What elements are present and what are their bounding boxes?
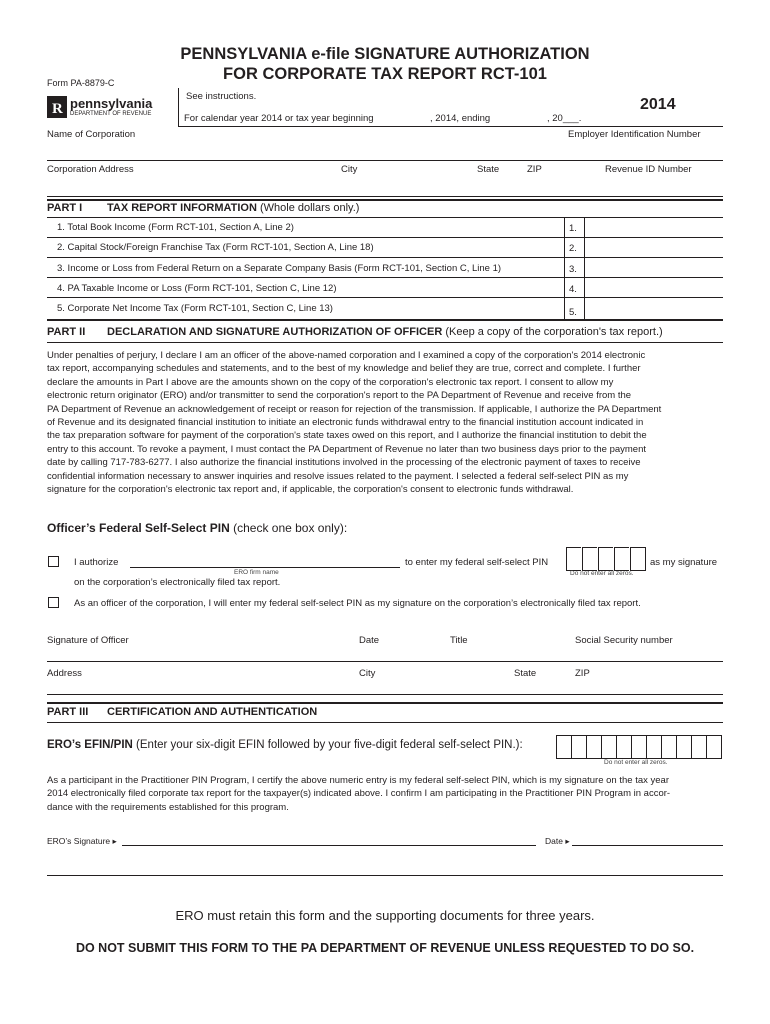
part1-line-4: 4. PA Taxable Income or Loss (Form RCT-101, Section C, Line 12) bbox=[57, 283, 337, 294]
do-not-submit-notice: DO NOT SUBMIT THIS FORM TO THE PA DEPARTMENT OF REVENUE UNLESS REQUESTED TO DO SO. bbox=[75, 941, 695, 955]
part1-box-num-5: 5. bbox=[569, 307, 577, 318]
form-title-line1: PENNSYLVANIA e-file SIGNATURE AUTHORIZATION bbox=[180, 45, 590, 63]
efin-no-zeros: Do not enter all zeros. bbox=[604, 759, 668, 766]
revenue-id-label: Revenue ID Number bbox=[605, 164, 692, 175]
part1-amount-field-4[interactable] bbox=[586, 279, 723, 296]
officer-pin-heading: Officer’s Federal Self-Select PIN (check one box only): bbox=[47, 521, 348, 535]
part1-amount-field-5[interactable] bbox=[586, 299, 723, 317]
efin-heading: ERO’s EFIN/PIN (Enter your six-digit EFIN followed by your five-digit federal self-select PIN.): bbox=[47, 739, 523, 751]
option2-text: As an officer of the corporation, I will enter my federal self-select PIN as my signature on the corporation’s electronically filed tax report. bbox=[74, 598, 641, 609]
part1-title-text: TAX REPORT INFORMATION bbox=[107, 202, 257, 214]
ero-date-label: Date ▸ bbox=[545, 836, 570, 846]
pa-keystone-logo-icon bbox=[47, 96, 67, 118]
arrow-right-icon: ▸ bbox=[112, 836, 117, 846]
officer-pin-no-zeros: Do not enter all zeros. bbox=[570, 570, 634, 577]
corporation-address-label: Corporation Address bbox=[47, 164, 134, 175]
officer-zip-label: ZIP bbox=[575, 668, 590, 679]
year-end-text: , 20___. bbox=[547, 113, 582, 124]
name-of-corporation-label: Name of Corporation bbox=[47, 129, 136, 140]
ero-firm-name-caption: ERO firm name bbox=[234, 569, 279, 576]
calendar-year-text: For calendar year 2014 or tax year beginning bbox=[184, 113, 374, 124]
arrow-right-icon: ▸ bbox=[565, 836, 570, 846]
part2-title bbox=[107, 326, 663, 338]
state-label: State bbox=[477, 164, 500, 175]
ero-date-line[interactable] bbox=[572, 845, 723, 846]
part1-line-3: 3. Income or Loss from Federal Return on a Separate Company Basis (Form RCT-101, Section C, Line 1) bbox=[57, 263, 502, 274]
ero-authorize-checkbox[interactable] bbox=[48, 556, 59, 567]
part1-box-num-3: 3. bbox=[569, 264, 577, 275]
part1-line-1: 1. Total Book Income (Form RCT-101, Section A, Line 2) bbox=[57, 222, 294, 233]
tax-year: 2014 bbox=[640, 96, 676, 113]
part1-line-2: 2. Capital Stock/Foreign Franchise Tax (Form RCT-101, Section A, Line 18) bbox=[57, 242, 374, 253]
retain-notice: ERO must retain this form and the supporting documents for three years. bbox=[175, 908, 595, 923]
part1-subtitle: (Whole dollars only.) bbox=[259, 202, 360, 214]
part2-label: PART II bbox=[47, 326, 86, 338]
ein-label: Employer Identification Number bbox=[568, 129, 701, 140]
logo-name: pennsylvania bbox=[70, 96, 153, 111]
part1-box-num-1: 1. bbox=[569, 223, 577, 234]
part1-amount-field-2[interactable] bbox=[586, 239, 723, 256]
part1-amount-field-1[interactable] bbox=[586, 219, 723, 236]
option1-filed-text: on the corporation’s electronically filed tax report. bbox=[74, 577, 281, 588]
signature-of-officer-label: Signature of Officer bbox=[47, 635, 129, 646]
officer-city-label: City bbox=[359, 668, 376, 679]
ero-firm-name-line[interactable] bbox=[130, 567, 400, 568]
form-title-line2: FOR CORPORATE TAX REPORT RCT-101 bbox=[223, 65, 547, 83]
part1-line-5: 5. Corporate Net Income Tax (Form RCT-101, Section C, Line 13) bbox=[57, 303, 333, 314]
ero-signature-label: ERO’s Signature ▸ bbox=[47, 836, 117, 846]
officer-state-label: State bbox=[514, 668, 537, 679]
name-of-corporation-field[interactable] bbox=[47, 142, 723, 156]
form-number: Form PA-8879-C bbox=[47, 78, 115, 88]
part1-box-num-4: 4. bbox=[569, 284, 577, 295]
corporation-address-field[interactable] bbox=[47, 178, 723, 194]
efin-pin-boxes[interactable] bbox=[556, 735, 724, 758]
city-label: City bbox=[341, 164, 358, 175]
option1-signature-text: as my signature bbox=[650, 557, 718, 568]
part3-label: PART III bbox=[47, 706, 89, 718]
officer-enter-pin-checkbox[interactable] bbox=[48, 597, 59, 608]
part2-subtitle: (Keep a copy of the corporation's tax report.) bbox=[445, 326, 663, 338]
officer-title-label: Title bbox=[450, 635, 468, 646]
officer-address-field[interactable] bbox=[47, 681, 723, 693]
officer-date-label: Date bbox=[359, 635, 380, 646]
officer-pin-boxes[interactable] bbox=[566, 547, 646, 570]
part3-title: CERTIFICATION AND AUTHENTICATION bbox=[107, 706, 318, 718]
part1-box-num-2: 2. bbox=[569, 243, 577, 254]
option1-authorize-text: I authorize bbox=[74, 557, 119, 568]
part1-amount-field-3[interactable] bbox=[586, 259, 723, 276]
zip-label: ZIP bbox=[527, 164, 542, 175]
ero-signature-line[interactable] bbox=[122, 845, 536, 846]
option1-enter-pin-text: to enter my federal self-select PIN bbox=[405, 557, 549, 568]
officer-address-label: Address bbox=[47, 668, 82, 679]
year-mid-text: , 2014, ending bbox=[430, 113, 491, 124]
officer-signature-field[interactable] bbox=[47, 648, 723, 660]
part1-label: PART I bbox=[47, 202, 83, 214]
part2-title-text: DECLARATION AND SIGNATURE AUTHORIZATION OF OFFICER bbox=[107, 326, 443, 338]
see-instructions: See instructions. bbox=[186, 91, 257, 102]
ssn-label: Social Security number bbox=[575, 635, 673, 646]
certification-paragraph: As a participant in the Practitioner PIN Program, I certify the above numeric entry is my federal self-select PIN, which is my signature on the tax year 2014 electronically filed corporate tax report for the taxpayer(s) indicated above. I confirm I am participating in the Practitioner PIN Program in accor- dance with the requirements established for this program. bbox=[47, 775, 671, 813]
part1-title bbox=[107, 202, 359, 214]
svg-text:R: R bbox=[52, 101, 63, 117]
logo-dept: DEPARTMENT OF REVENUE bbox=[70, 111, 152, 117]
declaration-paragraph: Under penalties of perjury, I declare I am an officer of the above-named corporation and I examined a copy of the corporation's 2014 electronic tax report, accompanying schedules and statements, and to the best of my knowledge and belief they are true, correct and complete. I further declare the amounts in Part I above are the amounts shown on the copy of the corporation's electronic tax report. I consent to allow my electronic return originator (ERO) and/or transmitter to send the corporation's report to the PA Department of Revenue and receive from the PA Department of Revenue an acknowledgement of receipt or reason for rejection of the transmission. If applicable, I authorize the PA Department of Revenue and its designated financial institution to initiate an electronic funds withdrawal entry to the financial institution account indicated in the tax preparation software for payment of the corporation's state taxes owed on this report, and I authorize the financial institution to debit the entry to this account. To revoke a payment, I must contact the PA Department of Revenue no later than two business days prior to the payment date by calling 717-783-6277. I also authorize the financial institutions involved in the processing of the electronic payment of taxes to receive confidential information necessary to answer inquiries and resolve issues related to the payment. I selected a federal self-select PIN as my signature for the corporation's electronic tax report and, if applicable, the corporation's consent to electronic funds withdrawal. bbox=[47, 350, 662, 496]
